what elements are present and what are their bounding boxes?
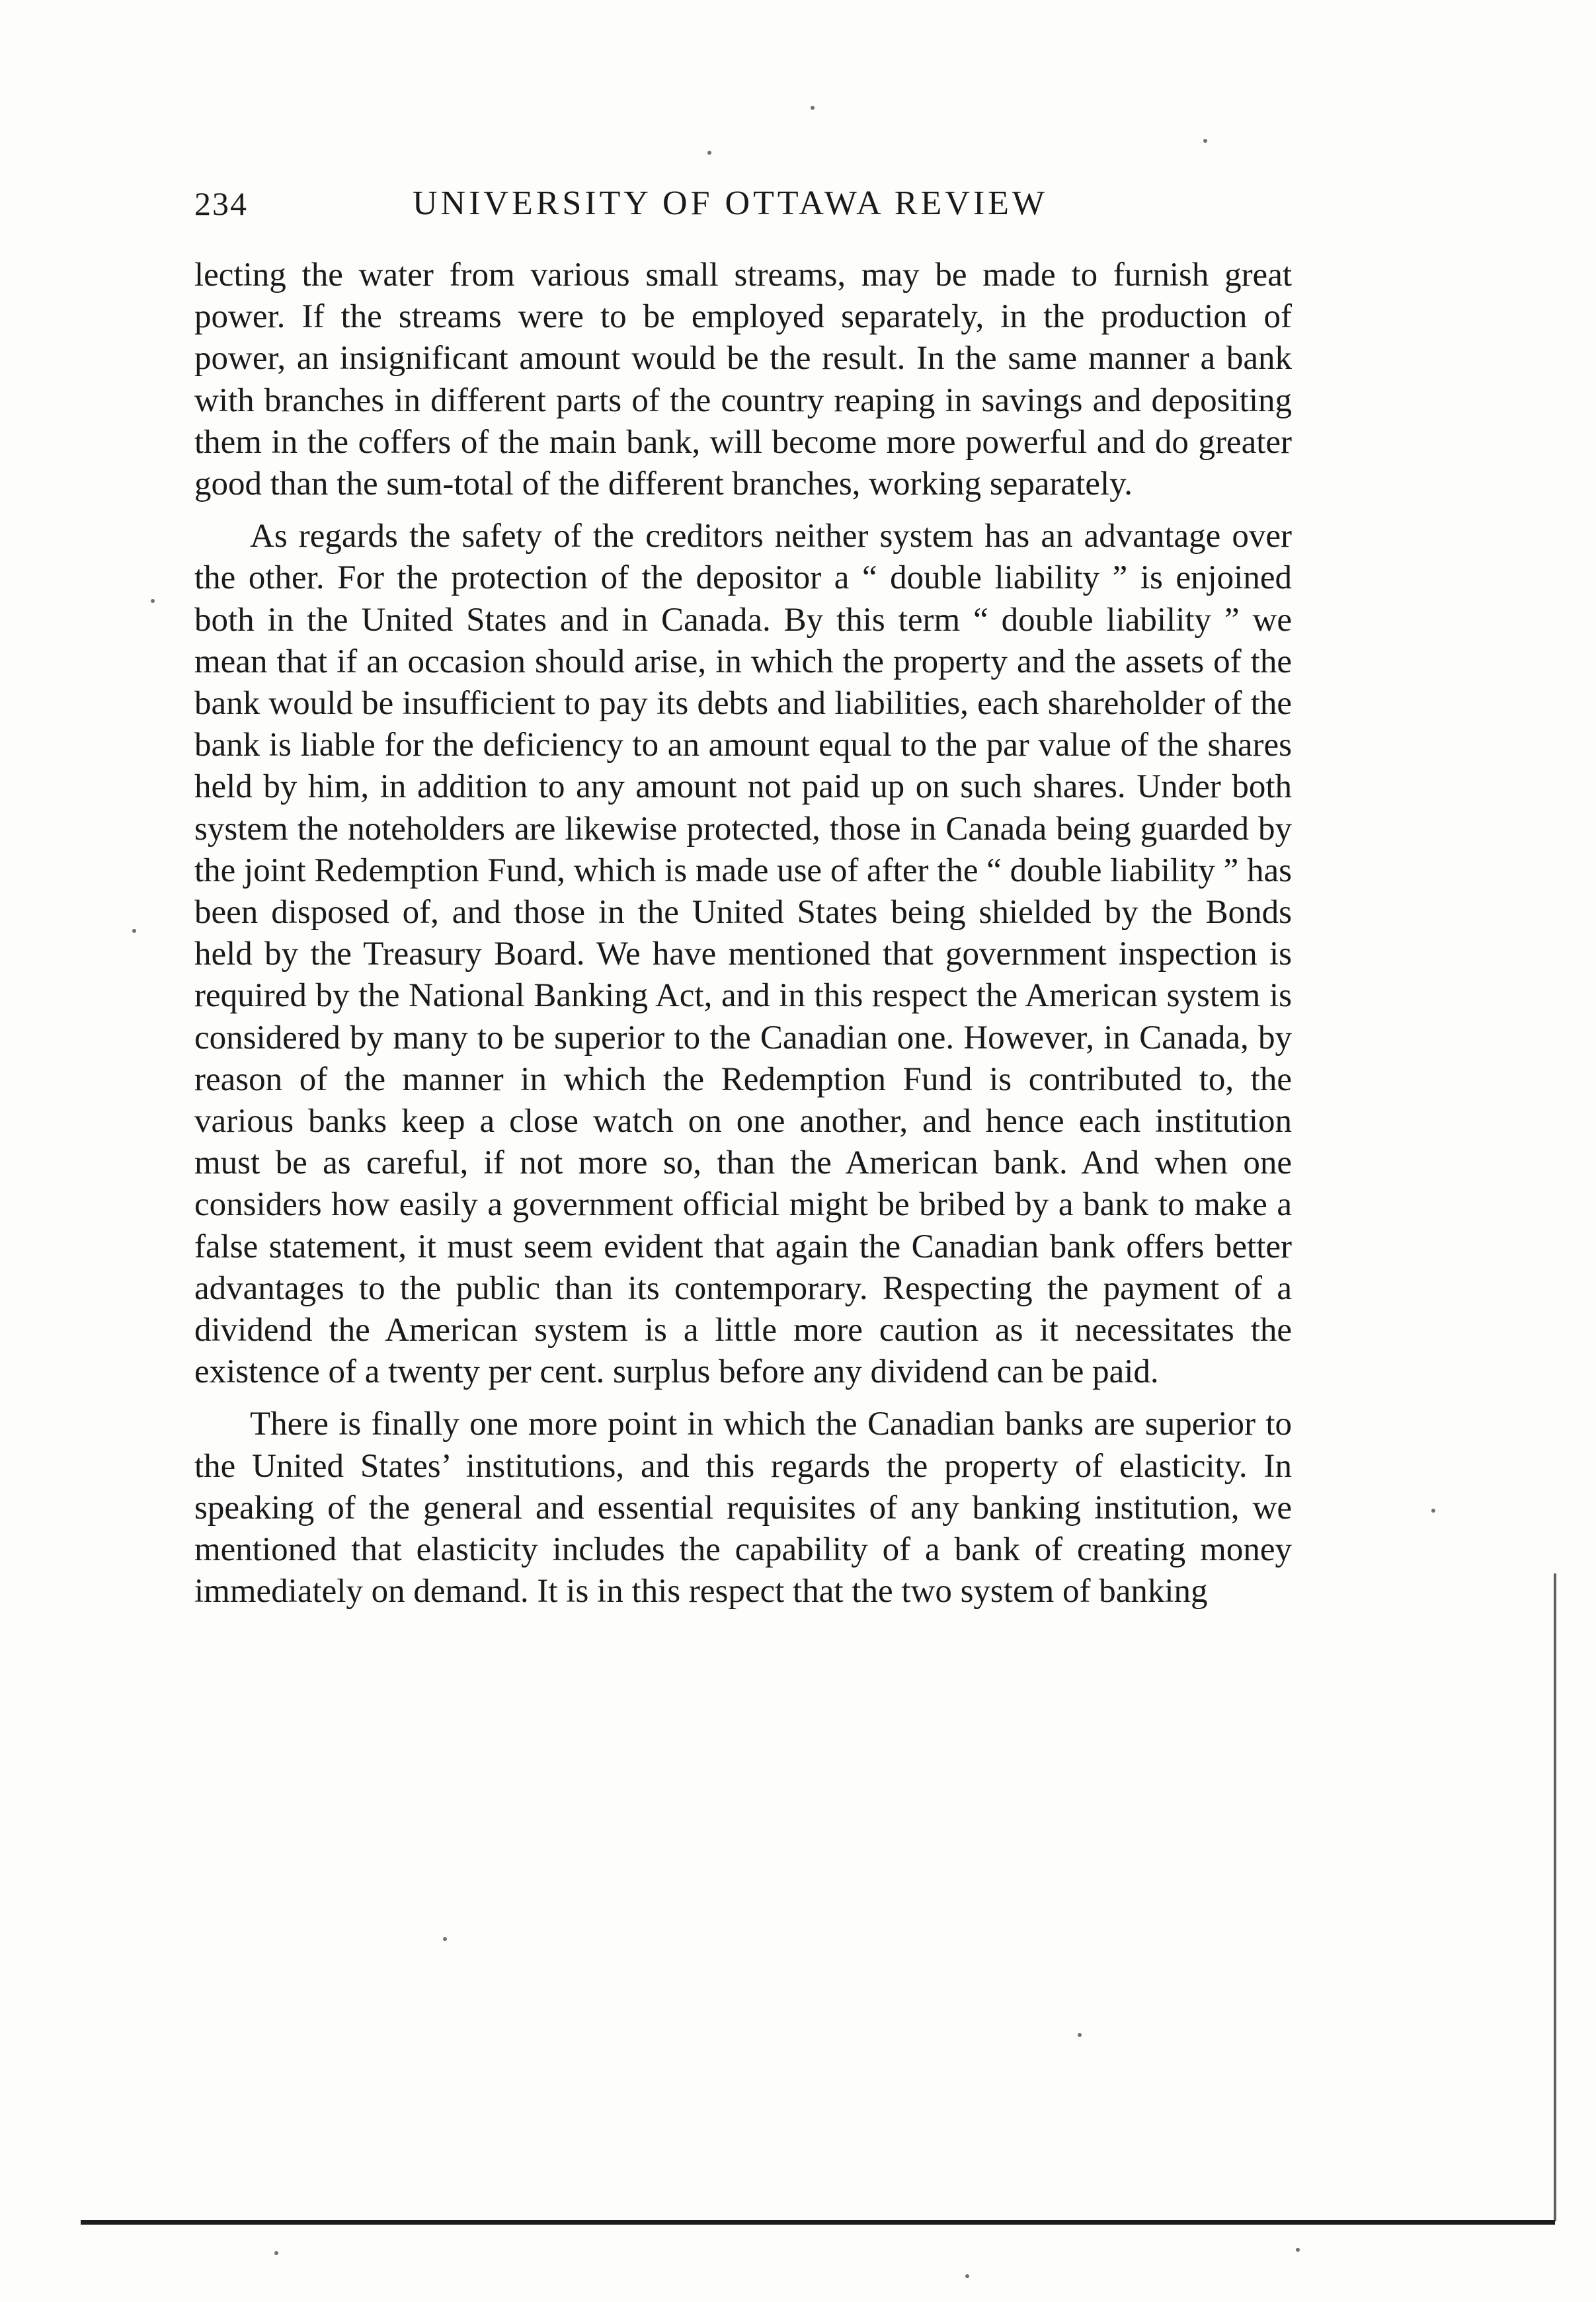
scan-speck xyxy=(132,929,136,933)
scan-speck xyxy=(965,2274,969,2278)
scan-speck xyxy=(1078,2033,1082,2037)
article-body xyxy=(194,255,1292,1613)
scan-speck xyxy=(811,106,815,110)
scan-speck xyxy=(1431,1509,1435,1513)
scan-speck xyxy=(443,1937,447,1941)
scan-speck xyxy=(274,2251,278,2255)
scan-speck xyxy=(1203,139,1207,143)
paragraph-3: There is finally one more point in which the Canadian banks are superior to the United States’ institutions, and this regards the property of elasticity. In speaking of the general and essential requisites of any banking institution, we mentioned that elasticity includes the capability of a bank of creating money immediately on demand. It is in this respect that the two system of banking xyxy=(194,1406,1292,1610)
paragraph-2: As regards the safety of the creditors neither system has an advantage over the other. For the protection of the depositor a “ double liability ” is enjoined both in the United States and in Canada. By this term “ double liability ” we mean that if an occasion should arise, in which the property and the assets of the bank would be insufficient to pay its debts and liabilities, each shareholder of the bank is liable for the deficiency to an amount equal to the par value of the shares held by him, in addition to any amount not paid up on such shares. Under both system the noteholders are likewise protected, those in Canada being guarded by the joint Redemption Fund, which is made use of after the “ double liability ” has been disposed of, and those in the United States being shielded by the Bonds held by the Treasury Board. We have mentioned that government inspection is required by the National Banking Act, and in this respect the American system is considered by many to be superior to the Canadian one. However, in Canada, by reason of the manner in which the Redemption Fund is contributed to, the various banks keep a close watch on one another, and hence each institution must be as careful, if not more so, than the American bank. And when one considers how easily a government official might be bribed by a bank to make a false statement, it must seem evident that again the Canadian bank offers better advantages to the public than its contemporary. Respecting the payment of a dividend the American system is a little more caution as it necessitates the existence of a twenty per cent. surplus before any dividend can be paid. xyxy=(194,518,1292,1391)
paragraph-1: lecting the water from various small streams, may be made to furnish great power. If the streams were to be employed separately, in the production of power, an insignificant amount would be the result. In the same manner a bank with branches in different parts of the country reaping in savings and depositing them in the coffers of the main bank, will become more powerful and do greater good than the sum-total of the different branches, working separately. xyxy=(194,257,1292,503)
scan-speck xyxy=(151,599,155,603)
page-header xyxy=(194,177,1239,230)
scan-speck xyxy=(1296,2248,1300,2252)
scan-speck xyxy=(707,151,711,155)
bottom-rule xyxy=(81,2220,1555,2225)
running-title: UNIVERSITY OF OTTAWA REVIEW xyxy=(413,184,1048,222)
page-edge-shadow xyxy=(1554,1573,1556,2221)
page-number: 234 xyxy=(194,185,248,222)
